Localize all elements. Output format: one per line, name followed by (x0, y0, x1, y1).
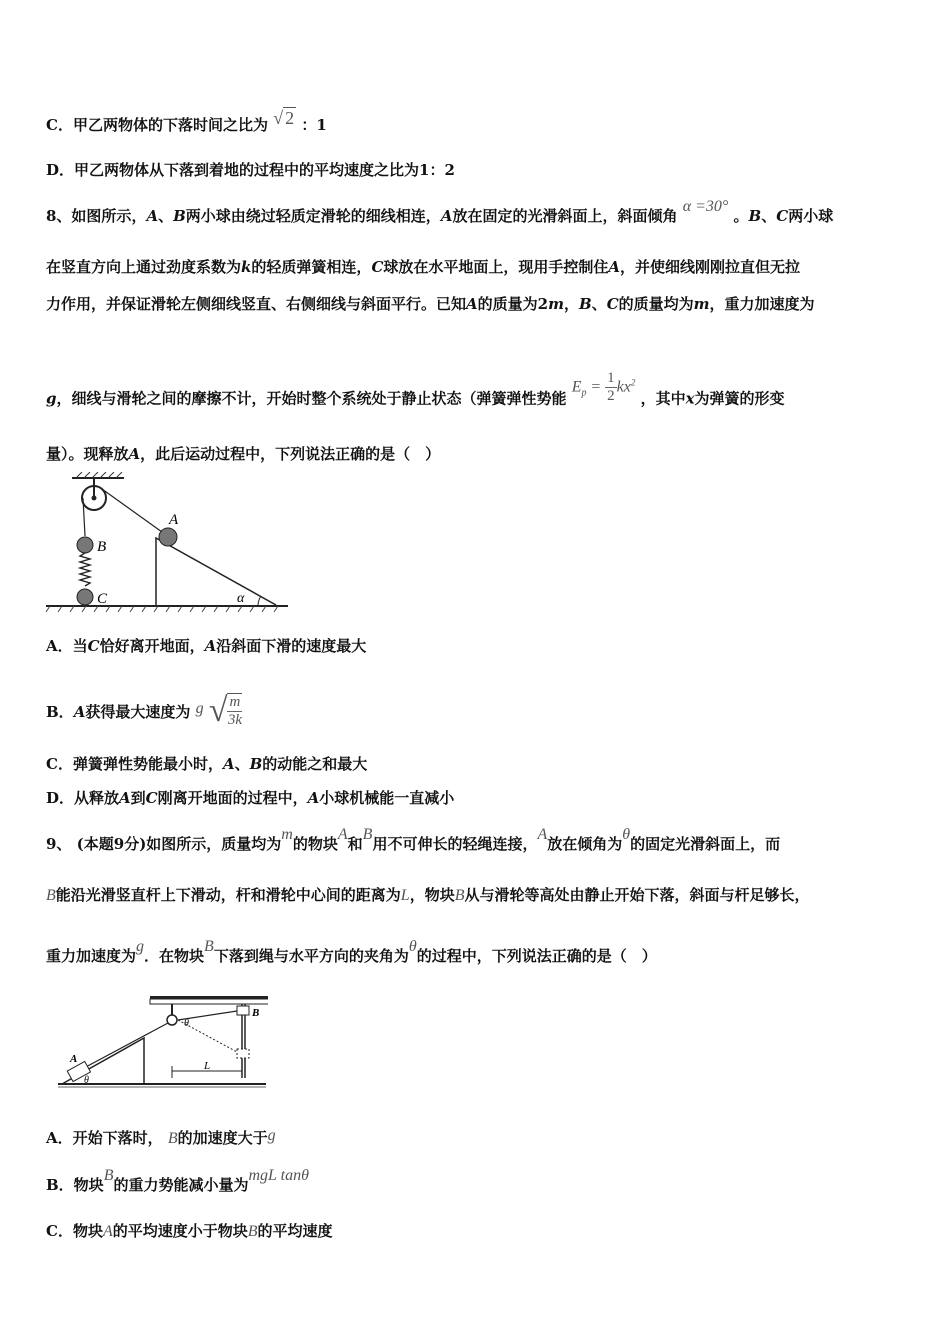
t: θ (408, 938, 417, 955)
q7-option-c-text: C．甲乙两物体的下落时间之比为 (46, 116, 268, 134)
q8-option-a (46, 636, 366, 656)
t: g (267, 1127, 276, 1144)
t: 放在倾角为 (547, 835, 623, 853)
t: 用不可伸长的轻绳连接， (372, 835, 538, 853)
t: A (222, 755, 235, 773)
t: A (73, 703, 86, 721)
ball-c (77, 589, 93, 605)
t: 到 (130, 789, 146, 807)
t: = (591, 378, 601, 396)
label-b: B (252, 1007, 260, 1019)
ball-b (77, 537, 93, 553)
t: 为弹簧的形变 (694, 389, 785, 408)
label-a: A (169, 512, 179, 528)
t: m (548, 295, 564, 313)
t: k (241, 258, 252, 276)
t: A (440, 207, 453, 225)
pulley-icon (167, 1015, 177, 1025)
t: 8、如图所示， (46, 207, 147, 225)
t: ，细线与滑轮之间的摩擦不计，开始时整个系统处于静止状态（弹簧弹性势能 (56, 389, 567, 408)
label-alpha: α (237, 591, 245, 606)
t: C．弹簧弹性势能最小时， (46, 755, 223, 773)
q8-option-c (46, 754, 367, 774)
label-a: A (70, 1053, 78, 1065)
fraction-half (605, 370, 617, 405)
t: 的重力势能减小量为 (113, 1176, 249, 1194)
t: C (145, 789, 158, 807)
t: A．开始下落时， (46, 1129, 163, 1147)
incline (156, 538, 276, 605)
t: B (362, 826, 373, 843)
t: 两小球由绕过轻质定滑轮的细线相连， (185, 207, 441, 225)
t: 2 (630, 377, 636, 388)
t: C (371, 258, 384, 276)
sqrt-2: √ 2 (273, 108, 295, 128)
t: A (337, 826, 348, 843)
t: 能沿光滑竖直杆上下滑动，杆和滑轮中心间的距离为 (55, 886, 401, 904)
t: kx (616, 378, 631, 396)
block-b (237, 1006, 249, 1015)
t: B (249, 755, 263, 773)
t: B． (46, 703, 74, 721)
q8-stem-line3 (46, 294, 815, 314)
t: 小球机械能一直减小 (319, 789, 455, 807)
spring (80, 553, 90, 586)
t: 、 (234, 755, 250, 773)
t: 1 (607, 370, 615, 386)
t: 球放在水平地面上，现用手控制住 (383, 258, 609, 276)
t: ，其中 (640, 389, 686, 408)
t: 的过程中，下列说法正确的是（ ） (416, 947, 657, 965)
t: 的质量均为 (618, 295, 694, 313)
t: 的物块 (292, 835, 338, 853)
q8-option-d (46, 788, 454, 808)
t: 在竖直方向上通过劲度系数为 (46, 258, 242, 276)
t: 、 (591, 295, 607, 313)
t: ，物块 (409, 886, 455, 904)
t: A (102, 1223, 113, 1240)
t: A (537, 826, 548, 843)
t: 沿斜面下滑的速度最大 (216, 637, 367, 655)
t: A (608, 258, 621, 276)
q9-ceiling-frame (150, 999, 268, 1004)
q9-stem-line2 (46, 885, 810, 906)
label-b: B (97, 539, 107, 555)
t: g (136, 938, 145, 955)
label-c: C (97, 591, 108, 607)
t: A (119, 789, 131, 807)
t: A (466, 295, 478, 313)
t: mgL tanθ (248, 1167, 309, 1184)
t: 放在固定的光滑斜面上，斜面倾角 (452, 207, 678, 225)
t: B．物块 (46, 1176, 104, 1194)
t: B (103, 1167, 114, 1184)
t: 重力加速度为 (46, 947, 137, 965)
t: A (128, 445, 141, 463)
t: ，此后运动过程中，下列说法正确的是（ ） (140, 445, 441, 463)
right-string (102, 489, 162, 532)
t: m (693, 295, 710, 313)
t: 从与滑轮等高处由静止开始下落，斜面与杆足够长， (464, 886, 810, 904)
t: B (578, 295, 592, 313)
t: g (46, 389, 57, 408)
t: 下落到绳与水平方向的夹角为 (213, 947, 409, 965)
t: 恰好离开地面， (99, 637, 205, 655)
t: p (581, 387, 587, 399)
t: B (173, 207, 186, 225)
t: 获得最大速度为 (85, 703, 191, 721)
t: 和 (347, 835, 363, 853)
q8-figure (44, 472, 292, 616)
t: 力作用，并保证滑轮左侧细线竖直、右侧细线与斜面平行。已知 (46, 295, 467, 313)
t: B (46, 887, 56, 904)
t: 的动能之和最大 (262, 755, 368, 773)
t: ，并使细线刚刚拉直但无拉 (620, 258, 801, 276)
q7-option-c (46, 108, 327, 135)
q8-stem-line1 (46, 198, 834, 227)
t: m (281, 826, 293, 843)
t: g (195, 700, 204, 717)
t: 量）。现释放 (46, 445, 129, 463)
t: 的加速度大于 (177, 1129, 268, 1147)
t: 的质量为2 (477, 295, 549, 313)
t: D．从释放 (46, 789, 120, 807)
t: 两小球 (788, 207, 834, 225)
t: 9、 (本题9分)如图所示，质量均为 (46, 835, 282, 853)
t: C．物块 (46, 1222, 103, 1240)
q8-stem-line2 (46, 257, 800, 277)
t: B (247, 1223, 258, 1240)
t: C (87, 637, 100, 655)
ball-a (159, 528, 177, 546)
t: 的轻质弹簧相连， (251, 258, 372, 276)
q9-stem-line3 (46, 938, 657, 967)
t: A (307, 789, 320, 807)
t: ， (563, 295, 579, 313)
rope-to-a (82, 1023, 168, 1069)
t: 、 (761, 207, 777, 225)
t: A．当 (46, 637, 88, 655)
t: 的固定光滑斜面上，而 (630, 835, 781, 853)
t: 刚离开地面的过程中， (157, 789, 308, 807)
angle-arc (258, 596, 261, 605)
t: B (454, 887, 465, 904)
label-theta-incline: θ (84, 1075, 89, 1086)
t: 3k (227, 712, 242, 728)
t: m (229, 694, 241, 710)
t: B (748, 207, 762, 225)
fraction (227, 693, 242, 729)
t: B (167, 1130, 178, 1147)
q9-option-b (46, 1167, 309, 1196)
t: θ (622, 826, 631, 843)
q8-stem-line4 (46, 370, 785, 417)
t: 的平均速度小于物块 (112, 1222, 248, 1240)
label-theta-rope: θ (184, 1018, 189, 1029)
t: 、 (158, 207, 174, 225)
t: C (606, 295, 619, 313)
t: A (204, 637, 217, 655)
angle-expression: α =30° (682, 198, 729, 215)
t: ．在物块 (144, 947, 205, 965)
block-b-dashed (237, 1049, 249, 1058)
elastic-potential-formula (572, 370, 636, 405)
t: B (204, 938, 214, 955)
t: ，重力加速度为 (709, 295, 815, 313)
q9-figure (54, 992, 268, 1092)
t: L (400, 887, 410, 904)
t: E (571, 378, 582, 396)
t: 2 (607, 388, 615, 404)
q8-stem-line5 (46, 444, 440, 464)
q9-option-a (46, 1128, 276, 1149)
q8-option-b (46, 692, 242, 731)
sqrt-m-over-3k: √ $\frac{m}{3k}$ (208, 692, 242, 729)
t: C (776, 207, 789, 225)
t: 的平均速度 (257, 1222, 333, 1240)
q8-ceiling (72, 472, 124, 478)
t: A (146, 207, 159, 225)
sqrt-2-value: 2 (285, 108, 295, 128)
q7-option-c-ratio: ：1 (301, 116, 327, 134)
t: x (685, 389, 695, 408)
t: 。 (733, 207, 749, 225)
label-l: L (204, 1060, 211, 1072)
q9-stem-line1 (46, 826, 781, 855)
q7-option-d: D．甲乙两物体从下落到着地的过程中的平均速度之比为1：2 (46, 161, 455, 179)
q9-option-c (46, 1221, 333, 1242)
